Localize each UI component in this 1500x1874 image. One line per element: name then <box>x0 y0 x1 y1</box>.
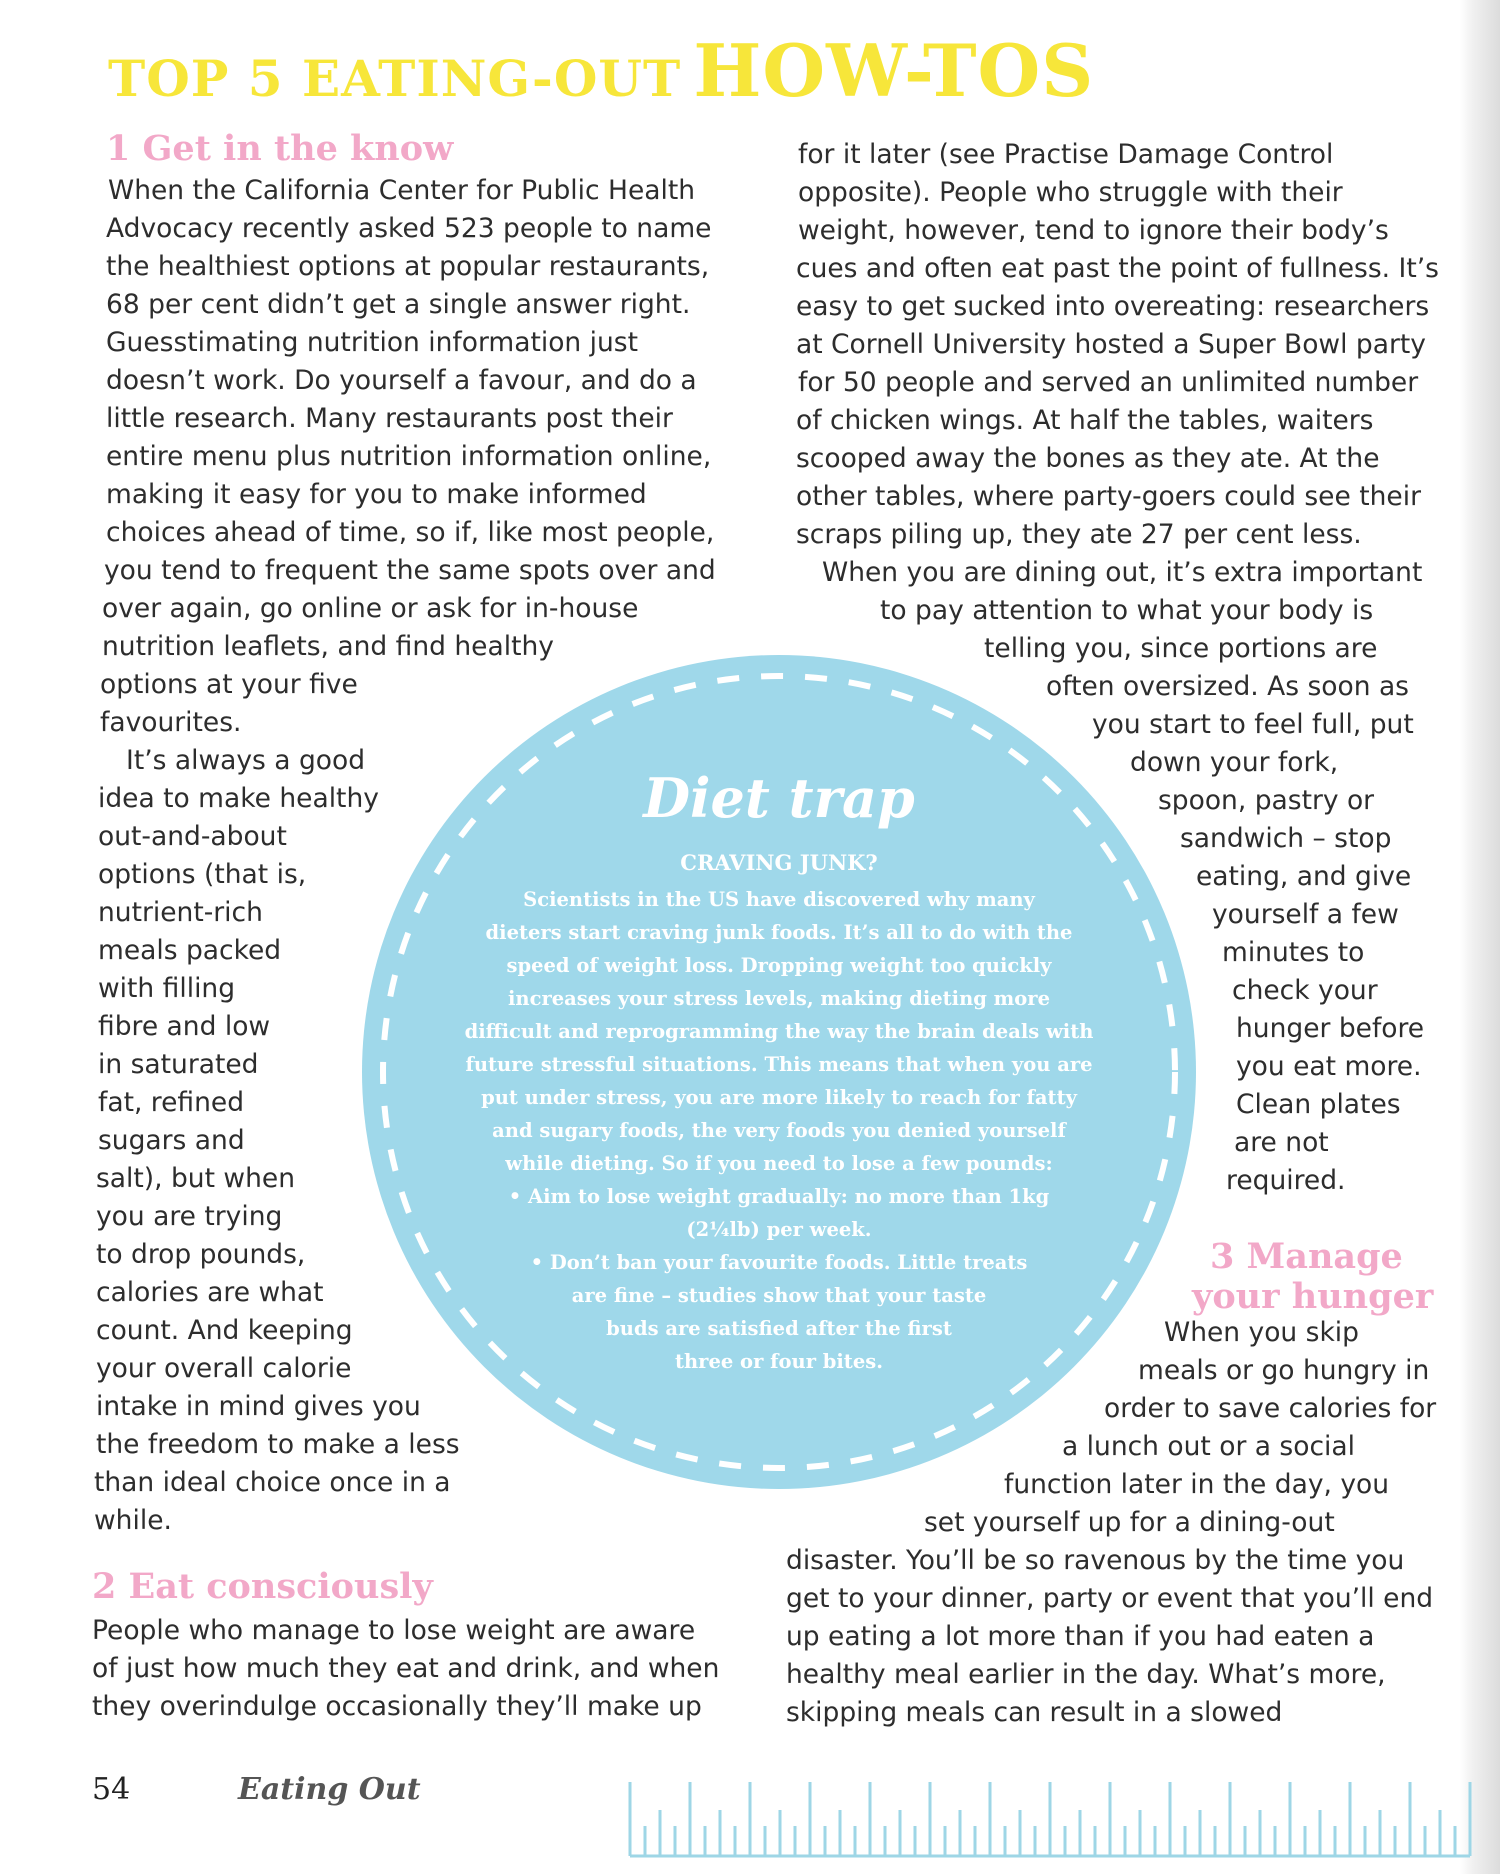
sidebar-text-line: (2¼lb) per week. <box>686 1218 872 1241</box>
text-line: count. And keeping <box>96 1315 353 1346</box>
text-line: you are trying <box>96 1201 283 1232</box>
text-line: People who manage to lose weight are aware <box>92 1615 696 1646</box>
text-line: Clean plates <box>1236 1089 1401 1120</box>
text-line: eating, and give <box>1196 861 1412 892</box>
text-line: than ideal choice once in a <box>94 1467 451 1498</box>
text-line: skipping meals can result in a slowed <box>786 1697 1283 1728</box>
text-line: When the California Center for Public Health <box>108 175 696 206</box>
text-line: in saturated <box>98 1049 259 1080</box>
text-line: you start to feel full, put <box>1092 709 1414 740</box>
text-line: scraps piling up, they ate 27 per cent less. <box>796 519 1362 550</box>
sidebar-text-line: while dieting. So if you need to lose a few pounds: <box>505 1152 1053 1175</box>
text-line: at Cornell University hosted a Super Bowl party <box>796 329 1426 360</box>
text-line: spoon, pastry or <box>1158 785 1375 816</box>
text-line: over again, go online or ask for in-house <box>102 593 639 624</box>
text-line: of just how much they eat and drink, and when <box>92 1653 720 1684</box>
page-gutter-shadow <box>1460 0 1500 1874</box>
sidebar-title: Diet trap <box>643 766 915 830</box>
text-line: minutes to <box>1222 937 1365 968</box>
text-line: you eat more. <box>1236 1051 1422 1082</box>
text-line: When you are dining out, it’s extra important <box>822 557 1423 588</box>
text-line: up eating a lot more than if you had eaten a <box>786 1621 1375 1652</box>
section-2-heading: 2 Eat consciously <box>92 1566 433 1607</box>
sidebar-text-line: • Don’t ban your favourite foods. Little treats <box>530 1251 1028 1274</box>
sidebar-subtitle: CRAVING JUNK? <box>680 850 878 875</box>
text-line: to drop pounds, <box>96 1239 306 1270</box>
text-line: healthy meal earlier in the day. What’s more, <box>786 1659 1386 1690</box>
text-line: nutrient-rich <box>98 897 263 928</box>
diet-trap-sidebar <box>358 648 1200 1496</box>
page-title <box>108 28 1094 113</box>
text-line: function later in the day, you <box>1004 1469 1390 1500</box>
text-line: making it easy for you to make informed <box>106 479 647 510</box>
sidebar-text-line: increases your stress levels, making dieting more <box>507 987 1050 1010</box>
text-line: set yourself up for a dining-out <box>924 1507 1335 1538</box>
text-line: while. <box>94 1505 172 1536</box>
text-line: fat, refined <box>98 1087 245 1118</box>
sidebar-text-line: buds are satisfied after the first <box>606 1317 952 1340</box>
text-line: weight, however, tend to ignore their body’s <box>798 215 1389 246</box>
text-line: options (that is, <box>98 859 307 890</box>
text-line: It’s always a good <box>126 745 366 776</box>
text-line: the freedom to make a less <box>96 1429 460 1460</box>
text-line: cues and often eat past the point of fullness. It’s <box>796 253 1439 284</box>
text-line: When you skip <box>1164 1317 1359 1348</box>
text-line: opposite). People who struggle with their <box>798 177 1343 208</box>
text-line: you tend to frequent the same spots over and <box>104 555 716 586</box>
sidebar-text-line: future stressful situations. This means that when you are <box>465 1053 1093 1076</box>
text-line: Guesstimating nutrition information just <box>106 327 638 358</box>
sidebar-text-line: dieters start craving junk foods. It’s all to do with the <box>485 921 1073 944</box>
text-line: little research. Many restaurants post their <box>106 403 673 434</box>
text-line: sandwich – stop <box>1180 823 1392 854</box>
section-3-heading-line-1: 3 Manage <box>1210 1236 1403 1277</box>
text-line: scooped away the bones as they ate. At the <box>796 443 1380 474</box>
section-3-heading-line-2: your hunger <box>1192 1276 1434 1317</box>
text-line: disaster. You’ll be so ravenous by the time you <box>786 1545 1405 1576</box>
text-line: meals or go hungry in <box>1138 1355 1430 1386</box>
title-big: HOW-TOS <box>693 28 1095 113</box>
text-line: hunger before <box>1236 1013 1425 1044</box>
text-line: the healthiest options at popular restaurants, <box>106 251 710 282</box>
text-line: required. <box>1226 1165 1346 1196</box>
sidebar-text-line: put under stress, you are more likely to reach for fatty <box>481 1086 1077 1109</box>
text-line: get to your dinner, party or event that you’ll end <box>786 1583 1434 1614</box>
text-line: favourites. <box>100 707 242 738</box>
text-line: calories are what <box>96 1277 324 1308</box>
text-line: yourself a few <box>1212 899 1399 930</box>
text-line: a lunch out or a social <box>1062 1431 1355 1462</box>
sidebar-text-line: difficult and reprogramming the way the brain deals with <box>464 1020 1094 1043</box>
text-line: other tables, where party-goers could see their <box>796 481 1421 512</box>
text-line: are not <box>1234 1127 1329 1158</box>
text-line: doesn’t work. Do yourself a favour, and do a <box>106 365 697 396</box>
page-number: 54 <box>92 1772 131 1807</box>
text-line: easy to get sucked into overeating: researchers <box>796 291 1430 322</box>
text-line: with filling <box>98 973 236 1004</box>
section-1-heading: 1 Get in the know <box>106 128 454 169</box>
text-line: entire menu plus nutrition information online, <box>106 441 712 472</box>
text-line: to pay attention to what your body is <box>880 595 1374 626</box>
text-line: intake in mind gives you <box>96 1391 421 1422</box>
sidebar-text-line: and sugary foods, the very foods you denied yourself <box>492 1119 1066 1142</box>
text-line: they overindulge occasionally they’ll make up <box>92 1691 702 1722</box>
sidebar-text-line: speed of weight loss. Dropping weight too quickly <box>506 954 1052 977</box>
text-line: for it later (see Practise Damage Control <box>798 139 1334 170</box>
text-line: meals packed <box>98 935 282 966</box>
text-line: sugars and <box>98 1125 245 1156</box>
title-small: TOP 5 EATING-OUT <box>108 49 682 108</box>
text-line: out-and-about <box>98 821 287 852</box>
text-line: fibre and low <box>98 1011 271 1042</box>
text-line: Advocacy recently asked 523 people to name <box>106 213 712 244</box>
text-line: options at your five <box>100 669 358 700</box>
text-line: nutrition leaflets, and find healthy <box>102 631 554 662</box>
text-line: order to save calories for <box>1104 1393 1437 1424</box>
text-line: choices ahead of time, so if, like most people, <box>106 517 715 548</box>
running-title: Eating Out <box>238 1772 421 1807</box>
sidebar-text-line: three or four bites. <box>675 1350 883 1373</box>
sidebar-text-line: Scientists in the US have discovered why many <box>523 888 1035 911</box>
text-line: telling you, since portions are <box>984 633 1378 664</box>
text-line: 68 per cent didn’t get a single answer right. <box>106 289 691 320</box>
ruler-ticks <box>630 1782 1470 1856</box>
ruler-decoration <box>620 1770 1480 1874</box>
text-line: your overall calorie <box>96 1353 352 1384</box>
text-line: for 50 people and served an unlimited number <box>798 367 1419 398</box>
sidebar-text-line: are fine – studies show that your taste <box>571 1284 987 1307</box>
text-line: down your fork, <box>1130 747 1339 778</box>
text-line: check your <box>1232 975 1378 1006</box>
sidebar-text-line: • Aim to lose weight gradually: no more than 1kg <box>508 1185 1050 1208</box>
text-line: salt), but when <box>96 1163 295 1194</box>
text-line: of chicken wings. At half the tables, waiters <box>796 405 1374 436</box>
text-line: often oversized. As soon as <box>1046 671 1409 702</box>
text-line: idea to make healthy <box>98 783 379 814</box>
